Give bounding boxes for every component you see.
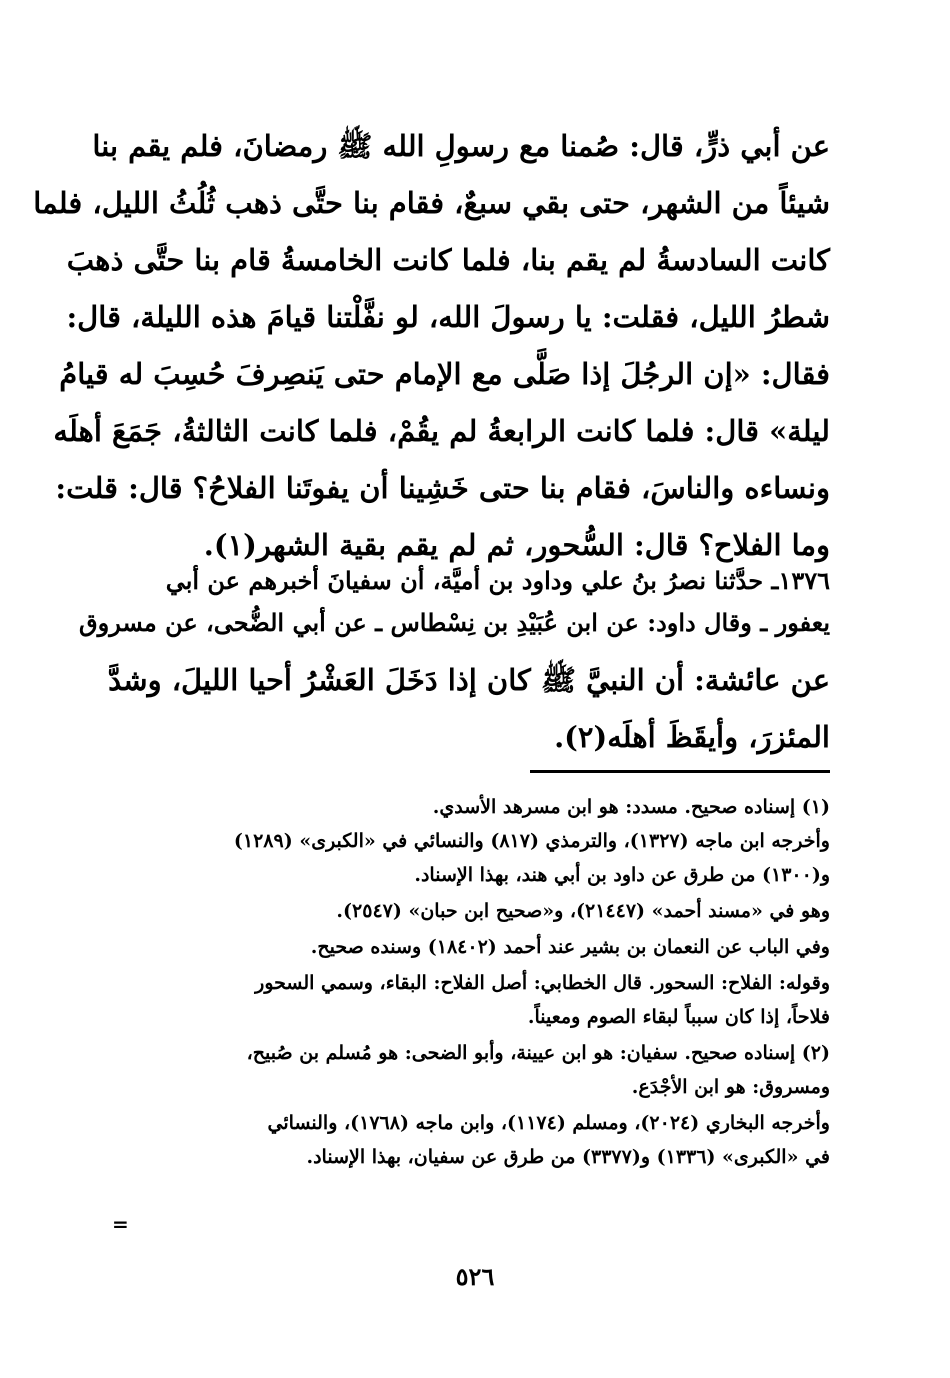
text-line: كانت السادسةُ لم يقم بنا، فلما كانت الخامسةُ قام بنا حتَّى ذهبَ (66, 243, 830, 277)
footnote-separator (530, 770, 830, 773)
hadith-text (108, 652, 830, 766)
text-line: شطرُ الليل، فقلت: يا رسولَ الله، لو نفَّلْتنا قيامَ هذه الليلة، قال: (66, 300, 830, 334)
text-line: المئزرَ، وأيقَظَ أهلَه(٢). (554, 720, 830, 754)
text-line: وما الفلاح؟ قال: السُّحور، ثم لم يقم بقية الشهر(١). (203, 528, 830, 562)
text-line: عن أبي ذرٍّ، قال: صُمنا مع رسولِ الله ﷺ رمضانَ، فلم يقم بنا (92, 129, 830, 163)
text-line: ونساءه والناسَ، فقام بنا حتى خَشِينا أن يفوتَنا الفلاحُ؟ قال: قلت: (55, 471, 830, 505)
footnote-line: وأخرجه ابن ماجه (١٣٢٧)، والترمذي (٨١٧) والنسائي في «الكبرى» (١٢٨٩) (233, 830, 830, 852)
page-number: ٥٢٦ (455, 1262, 495, 1291)
isnad-line: يعفور ـ وقال داود: عن ابن عُبَيْدِ بن نِسْطاس ـ عن أبي الضُّحى، عن مسروق (79, 608, 830, 637)
footnote-line: وهو في «مسند أحمد» (٢١٤٤٧)، و«صحيح ابن حبان» (٢٥٤٧). (336, 900, 830, 922)
footnote-line: وفي الباب عن النعمان بن بشير عند أحمد (١٨٤٠٢) وسنده صحيح. (310, 936, 830, 958)
footnote-line: وقوله: الفلاح: السحور. قال الخطابي: أصل الفلاح: البقاء، وسمي السحور (255, 972, 830, 994)
footnote-line: فلاحاً، إذا كان سبباً لبقاء الصوم ومعيناً. (527, 1006, 830, 1028)
hadith-isnad (79, 560, 830, 644)
footnote-line: (١) إسناده صحيح. مسدد: هو ابن مسرهد الأسدي. (432, 796, 830, 818)
text-line: عن عائشة: أن النبيَّ ﷺ كان إذا دَخَلَ العَشْرُ أحيا الليلَ، وشدَّ (108, 663, 830, 697)
footnote-line: في «الكبرى» (١٣٣٦) و(٣٣٧٧) من طرق عن سفيان، بهذا الإسناد. (306, 1146, 830, 1168)
continuation-mark: = (112, 1212, 129, 1236)
footnote-line: وأخرجه البخاري (٢٠٢٤)، ومسلم (١١٧٤)، وابن ماجه (١٧٦٨)، والنسائي (267, 1112, 830, 1134)
footnote-line: و(١٣٠٠) من طرق عن داود بن أبي هند، بهذا الإسناد. (414, 864, 830, 886)
footnotes (118, 790, 830, 1174)
text-line: فقال: «إن الرجُلَ إذا صَلَّى مع الإمام حتى يَنصِرفَ حُسِبَ له قيامُ (59, 357, 830, 391)
main-text (33, 118, 830, 574)
text-line: شيئاً من الشهر، حتى بقي سبعٌ، فقام بنا حتَّى ذهب ثُلُثُ الليل، فلما (33, 186, 830, 220)
isnad-line: ١٣٧٦ـ حدَّثنا نصرُ بنُ علي وداود بن أميَّة، أن سفيانَ أخبرهم عن أبي (165, 566, 830, 595)
footnote-line: (٢) إسناده صحيح. سفيان: هو ابن عيينة، وأبو الضحى: هو مُسلم بن صُبيح، (246, 1042, 830, 1064)
footnote-line: ومسروق: هو ابن الأجْدَع. (631, 1076, 830, 1098)
text-line: ليلة» قال: فلما كانت الرابعةُ لم يقُمْ، فلما كانت الثالثةُ، جَمَعَ أهلَه (53, 414, 830, 448)
